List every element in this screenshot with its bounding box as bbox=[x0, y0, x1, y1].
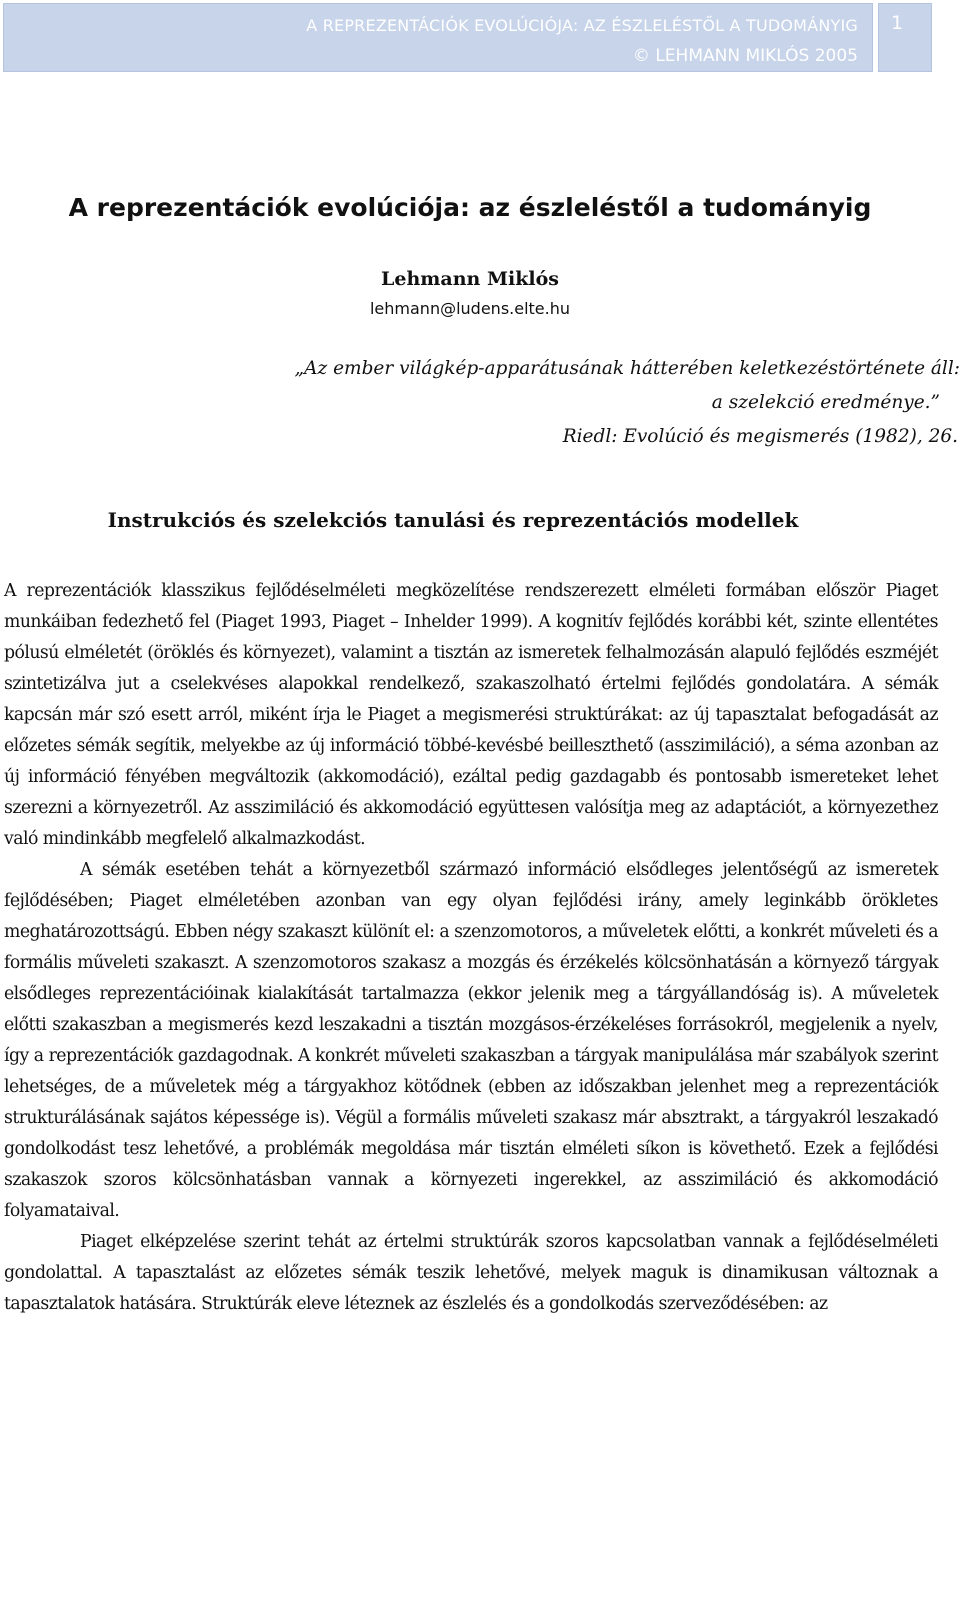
paragraph: A sémák esetében tehát a környezetből származó információ elsődleges jelentőségű az ismeretek fejlődésében; Piaget elméletében azonban van egy olyan fejlődési irány, amely leginkább örökletes meghatározottságú. Ebben négy szakaszt különít el: a szenzomotoros, a műveletek előtti, a konkrét műveleti és a formális műveleti szakaszt. A szenzomotoros szakasz a mozgás és érzékelés kölcsönhatásán a környező tárgyak elsődleges reprezentációinak kialakítását tartalmazza (ekkor jelenik meg a tárgyállandóság is). A műveletek előtti szakaszban a megismerés kezd leszakadni a tisztán mozgásos-érzékeléses forrásokról, megjelenik a nyelv, így a reprezentációk gazdagodnak. A konkrét műveleti szakaszban a tárgyak manipulálása már szabályok szerint lehetséges, de a műveletek még a tárgyakhoz kötődnek (ebben az időszakban jelenhet meg a reprezentációk strukturálásának sajátos képessége is). Végül a formális műveleti szakasz már absztrakt, a tárgyakról leszakadó gondolkodást tesz lehetővé, a problémák megoldása már tisztán elméleti síkon is követhető. Ezek a fejlődési szakaszok szoros kölcsönhatásban vannak a környezeti ingerekkel, az asszimiláció és akkomodáció folyamataival. bbox=[4, 860, 938, 1221]
page-number-box bbox=[878, 3, 932, 72]
running-header-copyright: © LEHMANN MIKLÓS 2005 bbox=[632, 46, 858, 66]
running-header bbox=[3, 3, 873, 72]
paragraph: A reprezentációk klasszikus fejlődéselméleti megközelítése rendszerezett elméleti formában először Piaget munkáiban fedezhető fel (Piaget 1993, Piaget – Inhelder 1999). A kognitív fejlődés korábbi két, szinte ellentétes pólusú elméletét (öröklés és környezet), valamint a tisztán az ismeretek felhalmozásán alapuló fejlődés eszméjét szintetizálva jut a cselekvéses alapokkal rendelkező, szakaszolható értelmi fejlődés gondolatára. A sémák kapcsán már szó esett arról, miként írja le Piaget a megismerési struktúrákat: az új tapasztalat befogadását az előzetes sémák segítik, melyekbe az új információ többé-kevésbé beilleszthető (asszimiláció), a séma azonban az új információ fényében megváltozik (akkomodáció), ezáltal pedig gazdagabb és pontosabb ismereteket lehet szerezni a környezetről. Az asszimiláció és akkomodáció együttesen valósítja meg az adaptációt, a környezethez való mindinkább megfelelő alkalmazkodást. bbox=[4, 581, 938, 849]
author-name: Lehmann Miklós bbox=[381, 268, 559, 290]
epigraph-line-2: a szelekció eredménye.” bbox=[711, 392, 940, 413]
document-title: A reprezentációk evolúciója: az észleléstől a tudományig bbox=[68, 193, 872, 222]
page-number: 1 bbox=[891, 12, 904, 34]
section-heading: Instrukciós és szelekciós tanulási és reprezentációs modellek bbox=[107, 508, 799, 532]
body-text bbox=[4, 576, 938, 1320]
author-email: lehmann@ludens.elte.hu bbox=[369, 299, 571, 318]
running-header-title: A REPREZENTÁCIÓK EVOLÚCIÓJA: AZ ÉSZLELÉSTŐL A TUDOMÁNYIG bbox=[306, 16, 858, 35]
epigraph-source: Riedl: Evolúció és megismerés (1982), 26. bbox=[562, 426, 958, 447]
epigraph-line-1: „Az ember világkép-apparátusának hátterében keletkezéstörténete áll: bbox=[294, 358, 960, 379]
paragraph: Piaget elképzelése szerint tehát az értelmi struktúrák szoros kapcsolatban vannak a fejlődéselméleti gondolattal. A tapasztalást az előzetes sémák teszik lehetővé, melyek maguk is dinamikusan változnak a tapasztalatok hatására. Struktúrák eleve léteznek az észlelés és a gondolkodás szerveződésében: az bbox=[4, 1232, 938, 1314]
